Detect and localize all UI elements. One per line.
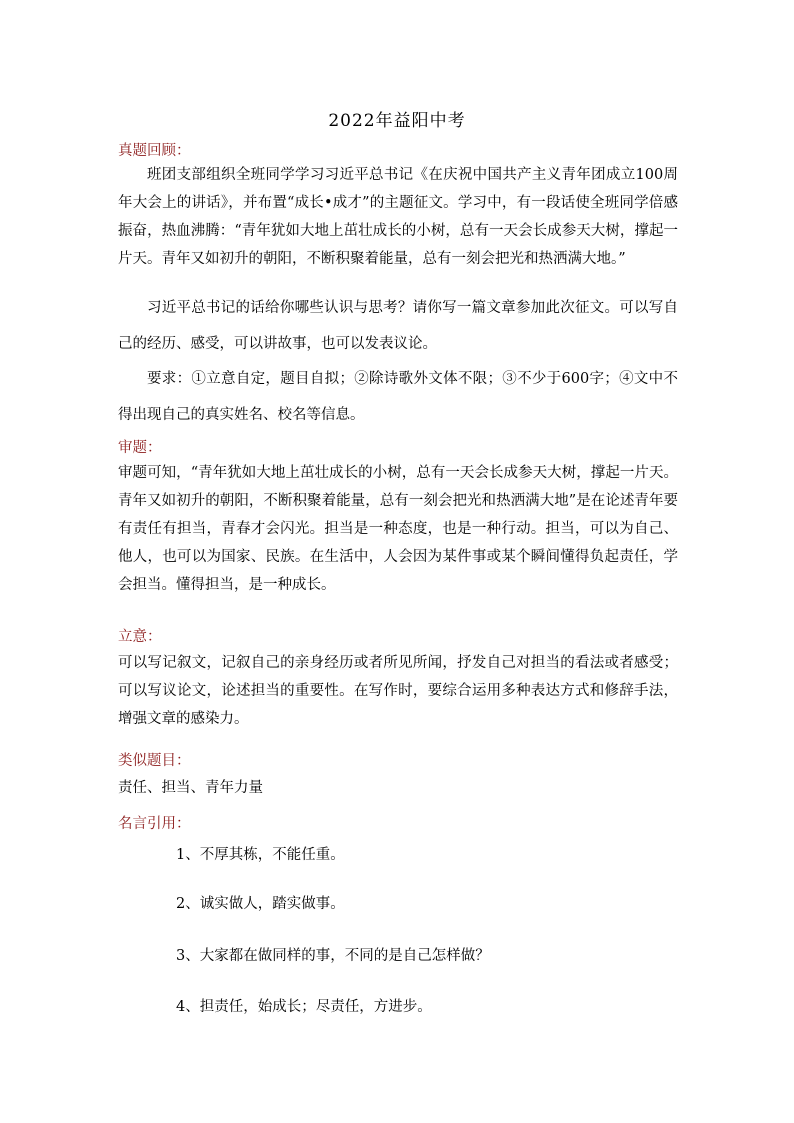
idea-text: 可以写记叙文，记叙自己的亲身经历或者所见所闻，抒发自己对担当的看法或者感受；可以写议论文，论述担当的重要性。在写作时，要综合运用多种表达方式和修辞手法，增强文章的感染力。: [118, 655, 678, 727]
analysis-text: 审题可知，“青年犹如大地上茁壮成长的小树，总有一天会长成参天大树，撑起一片天。青年又如初升的朝阳，不断积聚着能量，总有一刻会把光和热洒满大地”是在论述青年要有责任有担当，青春才会闪光。担当是一种态度，也是一种行动。担当，可以为自己、他人，也可以为国家、民族。在生活中，人会因为某件事或某个瞬间懂得负起责任，学会担当。懂得担当，是一种成长。: [118, 465, 678, 593]
quotes-heading: 名言引用：: [118, 816, 191, 832]
similar-heading: 类似题目：: [118, 753, 191, 769]
review-paragraph-1: 班团支部组织全班同学学习习近平总书记《在庆祝中国共产主义青年团成立100周年大会上的讲话》，并布置“成长•成才”的主题征文。学习中，有一段话使全班同学倍感振奋，热血沸腾：“青年犹如大地上茁壮成长的小树，总有一天会长成参天大树，撑起一片天。青年又如初升的朝阳，不断积聚着能量，总有一刻会把光和热洒满大地。”: [118, 167, 678, 267]
similar-text: 责任、担当、青年力量: [118, 780, 263, 796]
quote-item-4: 4、担责任，始成长；尽责任，方进步。: [176, 999, 432, 1015]
quote-item-3: 3、大家都在做同样的事，不同的是自己怎样做？: [176, 948, 490, 964]
idea-heading: 立意：: [118, 629, 162, 645]
review-heading: 真题回顾：: [118, 143, 191, 159]
review-paragraph-3: 要求：①立意自定，题目自拟；②除诗歌外文体不限；③不少于600字；④文中不得出现自己的真实姓名、校名等信息。: [118, 371, 678, 423]
analysis-heading: 审题：: [118, 440, 162, 456]
quote-item-2: 2、诚实做人，踏实做事。: [176, 896, 345, 912]
page-title: 2022年益阳中考: [328, 111, 466, 131]
review-paragraph-2: 习近平总书记的话给你哪些认识与思考？请你写一篇文章参加此次征文。可以写自己的经历、感受，可以讲故事，也可以发表议论。: [118, 300, 678, 352]
quote-item-1: 1、不厚其栋，不能任重。: [176, 847, 345, 863]
